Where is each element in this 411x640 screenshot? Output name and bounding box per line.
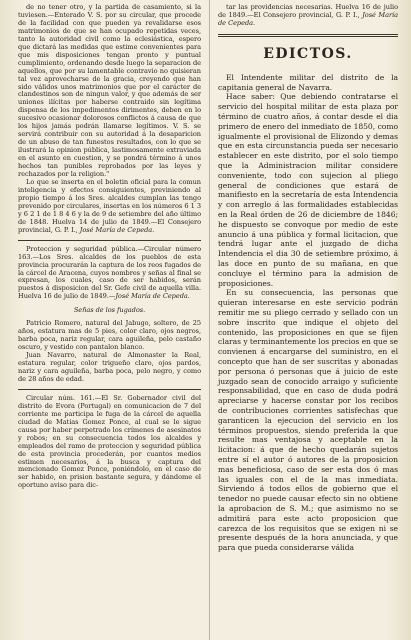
section-rule	[218, 34, 398, 37]
fugitive-description-romero: Patricio Romero, natural del Jabugo, soltero, de 25 años, estatura mas de 5 pies, color claro, ojos negros, barba poca, nariz regular, cara aguileña, pelo castaño oscuro, y vestido con pantalon blanco.	[18, 319, 201, 352]
edict-body	[218, 73, 398, 553]
edict-paragraph-2: En su consecuencia, las personas que quieran interesarse en este servicio podrán remitir me su pliego cerrado y sellado con un sobre inscrito que indique el objeto del contenido, las proposiciones en que se fijen claras y terminantemente los precios en que se convienen á encargarse del suministro, en el concepto que han de ser suscritas y abonadas por persona ó personas que á juicio de este juzgado sean de conocido arraigo y suficiente responsabilidad, que en caso de duda podrá apreciarse y hacerse constar por los recibos de contribuciones corrientes satisfechas que garanticen la ejecucion del servicio en los términos propuestos, siendo preferida la que resulte mas ventajosa y aceptable en la licitacion: á que de hecho quedarán sujetos entre sí el autor ó autores de la proposicion mas beneficiosa, caso de ser esta dos ó mas las iguales con el de la mas inmediata. Sirviendo á todos ellos de gobierno que el tenedor no puede causar efecto sin no obtiene la aprobacion de S. M.; que asimismo no se admitirá para este acto proposicion que carezca de los requisitos que se exigen ni se presente después de la hora anunciada, y que para que pueda considerarse válida	[218, 288, 398, 553]
edict-paragraph-1: Hace saber: Que debiendo contratarse el servicio del hospital militar de esta plaza por término de cuatro años, á contar desde el dia primero de enero del inmediato de 1850, como igualmente el provisional de Elizondo y demas que en esta circunstancia pueda ser necesario establecer en este distrito, por el solo tiempo que la Administracion militar considere conveniente, todo con sujecion al pliego general de condiciones que estará de manifiesto en la secretaría de esta Intendencia y con arreglo á las formalidades establecidas en la Real órden de 26 de diciembre de 1846; he dispuesto se convoque por medio de este anuncio á una pública y formal licitacion, que tendrá lugar ante el juzgado de dicha Intendencia el dia 30 de setiembre próximo, á las doce en punto de su mañana, en que concluye el término para la admision de proposiciones.	[218, 92, 398, 288]
section-rule	[18, 240, 201, 241]
right-column	[218, 4, 398, 553]
circular-continuation-paragraph: de no tener otro, y la partida de casamiento, si la tuviesen.—Enterado V. S. por su circular, que procede de la facilidad con que pueden ya revalidarse esos matrimonios de que se han ocupado repetidas veces, tanto la autoridad civil como la eclesiástica, espero que dictará las medidas que estime convenientes para que mis disposiciones tengan pronto y puntual cumplimiento, ordenando desde luego la separacion de aquellos, que por su lamentable contravio no quisieran tal vez aprovecharse de la gracia, creyendo que han sido válidos unos matrimonios que por el carácter de clandestinos son de ningun valor, y que además de ser uniones ilícitas por haberse contraido sin legítima dispensa de los impedimentos dirimentes, deben en lo sucesivo ocasionar dolorosos conflictos á causa de que los hijos jamás podrán llamarse legítimos. V. S. se servirá contribuir con su autoridad á la desaparicion de un abuso de tan funestos resultados, con lo que se ilustrará la opinion pública, lastimosamente extraviada en el asunto en cuestion, y se pondrá término á unos hechos tan punibles reprobados por las leyes y rechazados por la religion."	[18, 3, 201, 179]
fugitives-subheading: Señas de los fugados.	[73, 306, 146, 315]
signature: José María de Cepeda.	[79, 225, 155, 234]
edicts-heading: EDICTOS.	[263, 45, 353, 62]
section-rule	[18, 389, 201, 390]
circular-161-continuation: tar las providencias necesarias. Huelva 16 de julio de 1849.—El Consejero provincial, G. P. I., José María de Cepeda.	[218, 3, 398, 27]
signature: José María de Cepeda.	[218, 10, 398, 27]
insertion-notice-paragraph: Lo que se inserta en el boletin oficial para la comun inteligencia y efectos consiguientes, previniendo al propio tiempo á los Sres. alcaldes cumplan las tengo prevenido por circulares, insertas en los números 6 1 3 y 6 2 1 de 1 8 4 6 y la de 9 de setiembre del año último de 1848. Huelva 14 de julio de 1849.—El Consejero provincial, G. P. I., José María de Cepeda.	[18, 177, 201, 234]
circular-163-paragraph: Proteccion y seguridad pública.—Circular número 163.—Los Sres. alcaldes de los pueblos de esta provincia procurarán la captura de los reos fugados de la cárcel de Aracena, cuyos nombres y señas al final se expresan, los cuales, caso de ser habidos, serán puestos á disposicion del Sr. Gefe civil de aquella villa. Huelva 16 de julio de 1849.—José María de Cepeda.	[18, 244, 201, 301]
column-divider	[209, 0, 210, 640]
fugitive-description-navarro: Juan Navarro, natural de Almonaster la Real, estatura regular, color trigueño claro, ojos pardos, nariz y cara aguileña, barba poca, pelo negro, y como de 28 años de edad.	[18, 351, 201, 383]
left-column	[18, 4, 201, 490]
circular-161-paragraph: Circular núm. 161.—El Sr. Gobernador civil del distrito de Evora (Portugal) en comunicacion de 7 del corriente me participa le fuga de la cárcel de aquella ciudad de Matias Gomez Ponce, al cual se le sigue causa por haber perpetrado los crímenes de asesinatos y robos; en su consecuencia todos los alcaldes y empleados del ramo de proteccion y seguridad pública de esta provincia procederán, por cuantos medios estimen necesarios, á la busca y captura del mencionado Gomez Ponce, poniéndolo, en el caso de ser habido, en prision bastante segura, y dándome el oportuno aviso para dic-	[18, 393, 201, 490]
edict-intro: El Intendente militar del distrito de la capitania general de Navarra.	[218, 72, 398, 92]
signature: José María de Cepeda.	[115, 292, 190, 301]
